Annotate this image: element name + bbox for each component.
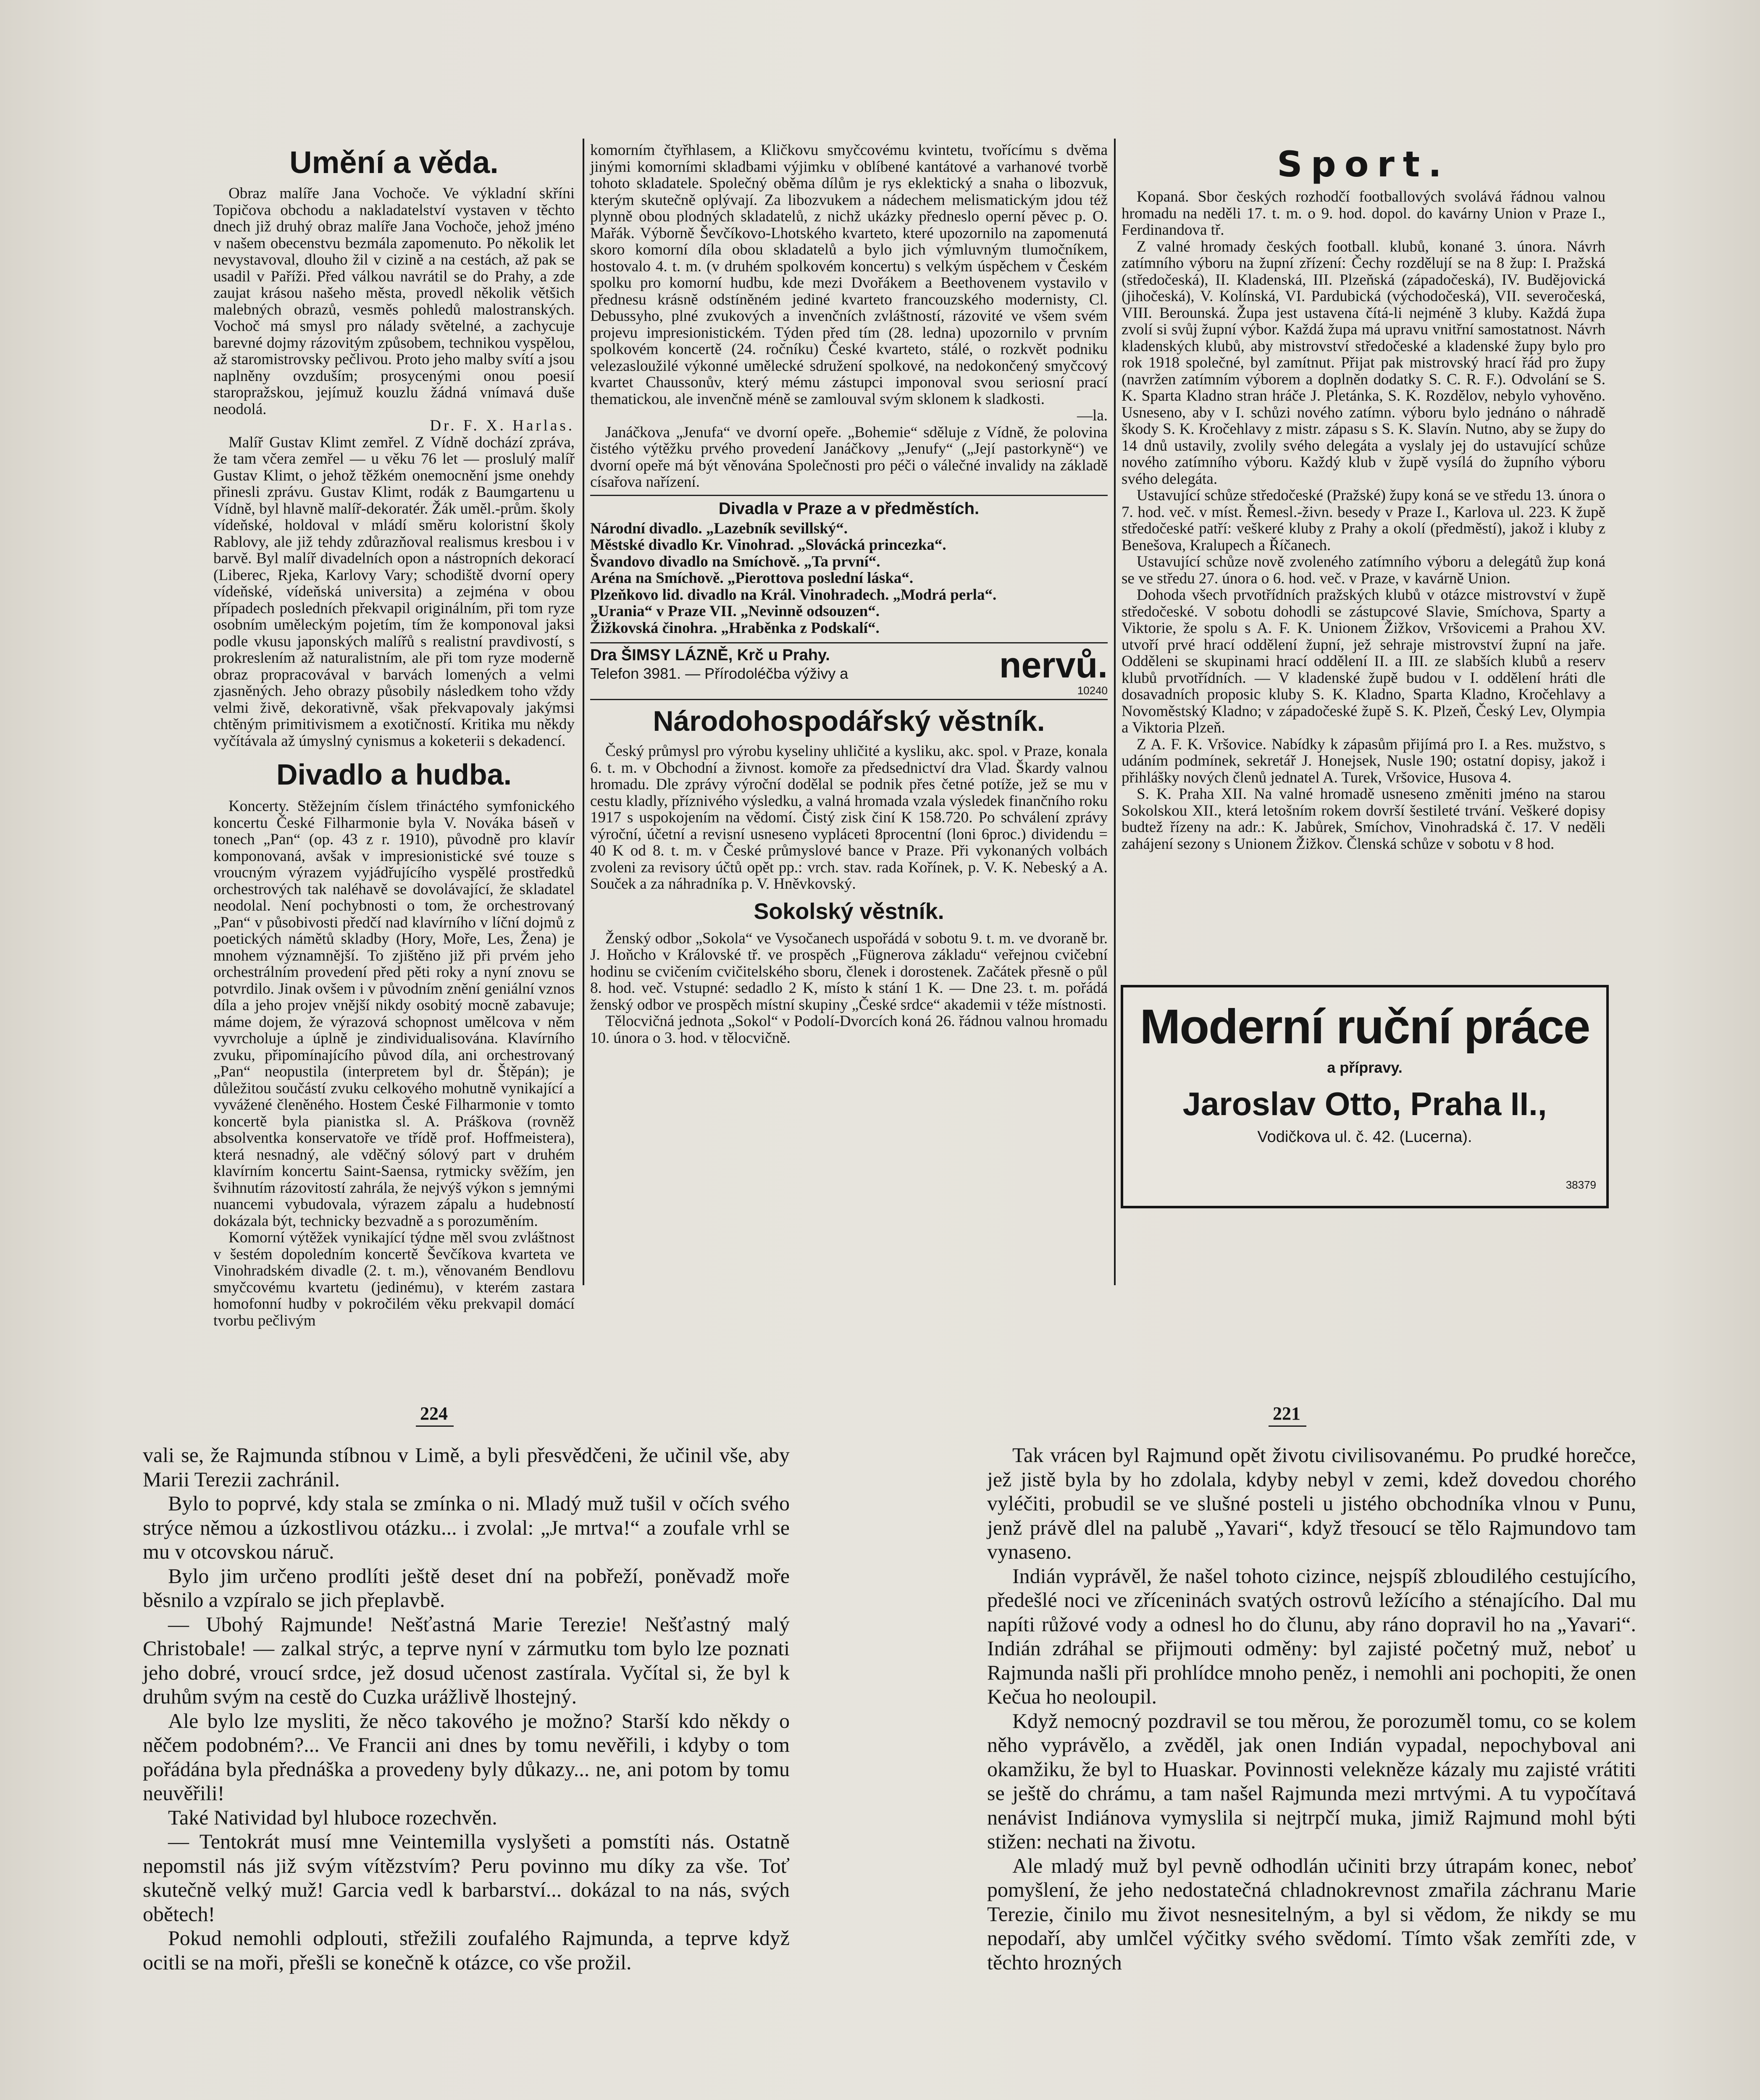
novel-paragraph: Bylo to poprvé, kdy stala se zmínka o ni. Mladý muž tušil v očích svého strýce němou a úzkostlivou otázku... i zvolal: „Je mrtva!“ a zoufale vrhl se mu v otcovskou náruč.	[143, 1491, 790, 1563]
article-dohoda-klubu: Dohoda všech prvotřídních pražských klubů v otázce mistrovství v župě středočeské. V sobotu dohodli se zástupcové Slavie, Smíchova, Sparty a Viktorie, že spolu s A. F. K. Unionem Žižkov, Vršovicemi a Prahou XV. utvoří prvé hrací oddělení župní, jež sehraje mistrovství župní na jaře. Odděleni se skupinami hrací oddělení II. a III. ze slabších klubů a reserv klubů prvotřídních. — V kladenské župě budou v I. oddělení hráti dle dosavadních proposic kluby S. K. Kladno, Sparta Kladno, Kročehlavy a Novoměstský Kladno; v západočeské župě S. K. Plzeň, Český Lev, Olympia a Viktoria Plzeň.	[1122, 586, 1605, 736]
section-heading-divadlo: Divadlo a hudba.	[276, 758, 512, 791]
folio-rule	[1269, 1425, 1306, 1427]
novel-paragraph: Když nemocný pozdravil se tou měrou, že porozuměl tomu, co se kolem něho vyprávělo, a zvěděl, jak onen Indián vypadal, nepochyboval ani okamžiku, že byl to Huaskar. Povinnosti velekněze kázaly mu zajisté vrátiti se ještě do chrámu, a tam našel Rajmunda mezi mrtvými. A tu vypočítavá nenávist Indiánova vymyslila si nejtrpčí muka, jimiž Rajmund mohl býti stižen: nechati na životu.	[987, 1709, 1636, 1853]
article-kyselina: Český průmysl pro výrobu kyseliny uhličité a kysliku, akc. spol. v Praze, konala 6. t. m. v Obchodní a živnost. komoře za předsednictví dra Vlad. Škardy valnou hromadu. Dle zprávy výroční dodělal se podnik přes četné potíže, jež se mu v cestu kladly, příznivého výsledku, a valná hromada vzala výsledek finančního roku 1917 s uspokojením na vědomí. Čistý zisk činí K 158.720. Po schválení zprávy výroční, účetní a revisní usneseno vypláceti 8procentní (loni 6proc.) dividendu = 40 K od 8. t. m. v České průmyslové bance v Praze. Při vykonaných volbách zvoleni za revisory účtů opět pp.: vrch. stav. rada Kořínek, p. V. K. Nebeský a A. Souček a za náhradníka p. V. Hněvkovský.	[590, 743, 1108, 892]
novel-paragraph: Tak vrácen byl Rajmund opět životu civilisovanému. Po prudké horečce, jež jistě byla by ho zdolala, kdyby nebyl v zemi, kdež dovedou chorého vyléčiti, probudil se ve slušné posteli u jistého obchodníka vlnou v Punu, jenž právě dlel na palubě „Yavari“, když třesoucí se tělo Rajmundovo tam vynaseno.	[987, 1443, 1636, 1563]
ad-simsa-big: nervů.	[999, 645, 1108, 685]
novel-paragraph: Indián vyprávěl, že našel tohoto cizince, nejspíš zbloudilého cestujícího, předešlé noci ve zříceninách svatých ostrovů ležícího a sténajícího. Dal mu napíti růžové vody a odnesl ho do člunu, aby ráno dopravil ho na „Yavari“. Indián zdráhal se přijmouti odměny: byl zajisté početný muž, neboť u Rajmunda našli při prohlídce mnoho peněz, i nemohli ani pochopiti, že onen Kečua ho neoloupil.	[987, 1564, 1636, 1708]
program-item: Plzeňkovo lid. divadlo na Král. Vinohradech. „Modrá perla“.	[590, 586, 997, 604]
article-signature: Dr. F. X. Harlas.	[430, 417, 575, 434]
column-rule	[583, 139, 584, 1285]
ad-simsa-title: Dra ŠIMSY LÁZNĚ, Krč u Prahy.	[590, 646, 830, 664]
ad-simsa	[590, 642, 1108, 700]
ad-otto-address: Vodičkova ul. č. 42. (Lucerna).	[1257, 1128, 1472, 1146]
article-sokol-vysocany: Ženský odbor „Sokola“ ve Vysočanech uspořádá v sobotu 9. t. m. ve dvoraně br. J. Hoňcho v Královské tř. ve prospěch „Fügnerova základu“ veřejnou cvičební hodinu se cvičením cvičitelského sboru, členek i dorostenek. Začátek přesně o půl 8. hod. več. Vstupné: sedadlo 2 K, místo k stání 1 K. — Dne 23. t. m. pořádá ženský odbor ve prospěch místní skupiny „České srdce“ akademii v téže místnosti.	[590, 929, 1108, 1013]
article-vochoc: Obraz malíře Jana Vochoče. Ve výkladní skříni Topičova obchodu a nakladatelství vystaven v těchto dnech již druhý obraz malíře Jana Vochoče, jehož jméno v našem obecenstvu bezmála zapomenuto. Po několik let nevystavoval, dlouho žil v cizině a na cestách, až pak se usadil v Paříži. Před válkou navrátil se do Prahy, a zde zaujat krásou našeho města, provedl několik většich malebných obrazů, vesměs pohledů malostranských. Vochoč má smysl pro nálady světelné, a zachycuje barevné dojmy rázovitým způsobem, technikou vyspělou, až staromistrovsky pečlivou. Proto jeho malby svítí a jsou naplněny ovzduším; prosycenými onou poesií staropražskou, jejímuž kouzlu žádná vnímavá duše neodolá.	[213, 185, 575, 418]
column-2	[590, 142, 1108, 1284]
article-sk-praha-xii: S. K. Praha XII. Na valné hromadě usneseno změniti jméno na starou Sokolskou XII., která letošním rokem dovrší šestileté trvání. Veškeré dopisy budtež řízeny na adr.: K. Jabůrek, Smíchov, Vinohradská č. 17. V neděli zahájení sezony s Unionem Žižkov. Členská schůze v sobotu v 8 hod.	[1122, 785, 1605, 853]
novel-paragraph: Také Natividad byl hluboce rozechvěn.	[168, 1805, 497, 1829]
column-rule	[1114, 139, 1116, 1285]
article-afk-vrsovice: Z A. F. K. Vršovice. Nabídky k zápasům přijímá pro I. a Res. mužstvo, s udáním podmínek, sekretář J. Honejsek, Nusle 190; ostatní dopisy, jakož i přihlášky nových členů jednatel A. Turek, Vršovice, Husova 4.	[1122, 735, 1605, 786]
column-1	[213, 145, 575, 1329]
program-item: Národní divadlo. „Lazebník sevillský“.	[590, 520, 848, 537]
novel-paragraph: — Ubohý Rajmunde! Nešťastná Marie Terezie! Nešťastný malý Christobale! — zalkal strýc, a teprve nyní v zármutku tom bylo lze poznati jeho dobré, vroucí srdce, jež dosud učenost zastírala. Vyčítal si, že byl k druhům svým na cestě do Cuzka urážlivě lhostejný.	[143, 1612, 790, 1708]
ad-otto-subline: a přípravy.	[1327, 1059, 1403, 1076]
section-heading-sport: Sport.	[1277, 144, 1450, 185]
ad-otto	[1121, 985, 1609, 1208]
article-kopana: Kopaná. Sbor českých rozhodčí footballových svolává řádnou valnou hromadu na neděli 17. t. m. o 9. hod. dopol. do kavárny Union v Praze I., Ferdinandova tř.	[1122, 188, 1605, 239]
article-jenufa: Janáčkova „Jenufa“ ve dvorní opeře. „Bohemie“ sděluje z Vídně, že polovina čistého výtěžku prvého provedení Janáčkovy „Jenufy“ („Její pastorkyně“) ve dvorní opeře má být věnována Společnosti pro péči o válečné invalidy na základě císařova nařízení.	[590, 423, 1108, 491]
section-heading-sokol: Sokolský věstník.	[754, 898, 944, 924]
program-item: Žižkovská činohra. „Hraběnka z Podskalí“.	[590, 619, 880, 637]
theatre-programs	[590, 520, 1108, 637]
program-item: Městské divadlo Kr. Vinohrad. „Slovácká princezka“.	[590, 536, 946, 554]
novel-paragraph: — Tentokrát musí mne Veintemilla vyslyšeti a pomstíti nás. Ostatně nepomstil nás již svým vítězstvím? Peru povinno mu díky za vše. Toť skutečně velký muž! Garcia vedl k barbarství... dokázal to na nás, svých obětech!	[143, 1830, 790, 1926]
theatre-programs-heading: Divadla v Praze a v předměstích.	[590, 495, 1108, 519]
novel-paragraph: Bylo jim určeno prodlíti ještě deset dní na pobřeží, poněvadž moře běsnilo a vzpíralo se jich přeplavbě.	[143, 1564, 790, 1612]
article-sokol-podoli: Tělocvičná jednota „Sokol“ v Podolí-Dvorcích koná 26. řádnou valnou hromadu 10. února o 3. hod. v tělocvičně.	[590, 1013, 1108, 1047]
ad-otto-headline: Moderní ruční práce	[1140, 999, 1590, 1054]
folio-rule	[416, 1425, 454, 1427]
article-koncerty: Koncerty. Stěžejním číslem třináctého symfonického koncertu České Filharmonie byla V. Nováka báseň v tonech „Pan“ (op. 43 z r. 1910), původně pro klavír komponovaná, avšak v impresionistické své touze s vroucným výrazem vyjádřujícího vyspělé prostředků orchestrových tak naléhavě se dovolávající, že skladatel neodolal. Není pochybnosti o tom, že orchestrovaný „Pan“ v působivosti předčí nad klavírního v líční dojmů z poetických námětů skladby (Hory, Moře, Les, Žena) je mnohem významnější. To zjištěno již při prvém jeho orchestrálním provedení před pěti roky a nyní znovu se potvrdilo. Jinak ovšem i v původním znění geniální vznos díla a jeho projev vnější nikdy osobitý mocně zabavuje; máme dojem, že výrazová schopnost umělcova v něm vyvrcholuje a úplně je zindividualisována. Klavírního zvuku, připomínajícího původ díla, ani orchestrovaný „Pan“ neopustila (interpretem byl dr. Štěpán); je důležitou součástí zvuku celkového mohutně vynikající a vyvážené členěného. Hostem České Filharmonie v tomto koncertě byla pianistka sl. A. Práškova (rovněž absolventka konservatoře ve třídě prof. Hoffmeistera), která nesnadný, ale vděčný sólový part v druhém klavírním koncertu Saint-Saensa, rytmicky svěžím, jen švihnutím rázovitostí zahrála, že nejvýš výkon s jemnými nuancemi vybudovala, výrazem zápalu a hudebností dokázala být, technicky bezvadně a s porozuměním.	[213, 798, 575, 1230]
article-ustavujici-vybor: Ustavující schůze nově zvoleného zatímního výboru a delegátů žup koná se ve středu 27. února o 6. hod. več. v Praze, v kavárně Union.	[1122, 553, 1605, 587]
article-continuation: komorním čtyřhlasem, a Kličkovu smyčcovému kvintetu, tvořícímu s dvěma jinými komorními skladbami výjimku v oblíbené kantátové a varhanové tvorbě tohoto skladatele. Společný oběma dílům je rys eklektický a snaha o libozvuk, kterým skutečně oplývají. Za libozvukem a nádechem melismatickým jdou též plynně obou plodných skladatelů, z nichž ukázky předneslo operní pěvec p. O. Mařák. Výborně Ševčíkovo-Lhotského kvarteto, které upozornilo na zapomenutá skoro komorní díla obou skladatelů a bylo jich výmluvným tlumočníkem, hostovalo 4. t. m. (v druhém spolkovém koncertu) s velkým úspěchem v Českém spolku pro komorní hudbu, kde mezi Dvořákem a Beethovenem vystavilo v přednesu krásně odstíněném jediné kvarteto francouzského modernisty, Cl. Debussyho, plné zvukových a invenčních zvláštností, rázovité ve všem svém projevu impresionistickém. Týden před tím (28. ledna) upozornilo v prvním spolkovém koncertě (24. ročníku) České kvarteto, stálé, o rozkvět podniku velezasloužilé výkonné umělecké sdružení spolkové, na nedokončený smyčcový kvartet Chaussonův, který mému zástupci imponoval svou seriosní prací thematickou, ale invenčně méně se zamlouval svým sklonem k sladkosti.	[590, 142, 1108, 408]
novel-paragraph: Ale bylo lze mysliti, že něco takového je možno? Starší kdo někdy o něčem podobném?... Ve Francii ani dnes by tomu nevěřili, i kdyby o tom pořádána byla přednáška a provedeny byly důkazy... ne, ani potom by tomu neuvěřili!	[143, 1709, 790, 1805]
program-item: Švandovo divadlo na Smíchově. „Ta první“.	[590, 553, 880, 570]
ad-simsa-number: 10240	[1077, 684, 1108, 697]
program-item: „Urania“ v Praze VII. „Nevinně odsouzen“.	[590, 603, 880, 620]
article-football-kluby: Z valné hromady českých football. klubů, konané 3. února. Návrh zatímního výboru na župní zřízení: Čechy rozdělují se na 8 žup: I. Pražská (středočeská), II. Kladenská, III. Plzeňská (západočeská), IV. Budějovická (jihočeská), V. Kolínská, VI. Pardubická (východočeská), VII. severočeská, VIII. Berounská. Župa jest ustavena čítá-li nejméně 3 kluby. Každá župa zvolí si svůj župní výbor. Každá župa má upravu vnitřní samostatnost. Návrh kladenských klubů, aby mistrovství středočeské a kladenské župy bylo pro rok 1918 společné, byl zamítnut. Přijat pak mistrovský hrací řád pro župy (navržen zatímním výborem a doplněn dodatky S. C. R. F.). Odvolání se S. K. Sparta Kladno stran hráče J. Pletánka, S. K. Rozdělov, nebylo vyhověno. Usneseno, aby v I. schůzi nového zatímn. výboru bylo jednáno o náhradě škody S. K. Kročehlavy z mistr. zápasu s S. K. Slavín. Nutno, aby se župy do 14 dnů ustavily, zvolily svého delegáta a vyslaly jej do ustavující schůze nového zatímního výboru. Každý klub v župě vysílá do župního výboru svého delegáta.	[1122, 238, 1605, 488]
novel-paragraph: Ale mladý muž byl pevně odhodlán učiniti brzy útrapám konec, neboť pomyšlení, že jeho nedostatečná chladnokrevnost zmařila záchranu Marie Terezie, činilo mu život nesnesitelným, a byl si vědom, že nikdy se mu nepodaří, aby umlčel výčitky svého svědomí. Tímto však zemříti zde, v těchto hrozných	[987, 1853, 1636, 1974]
novel-paragraph: Pokud nemohli odplouti, střežili zoufalého Rajmunda, a teprve když ocitli se na moři, přešli se konečně k otázce, co vše prožil.	[143, 1926, 790, 1974]
page-number-left: 224	[420, 1403, 448, 1424]
novel-paragraph: vali se, že Rajmunda stíbnou v Limě, a byli přesvědčeni, že učinil vše, aby Marii Terezii zachránil.	[143, 1443, 790, 1491]
section-heading-narodohospodarsky: Národohospodářský věstník.	[653, 705, 1045, 737]
ad-simsa-telefon: Telefon 3981. — Přírodoléčba výživy a	[590, 665, 848, 682]
section-heading-umeni: Umění a věda.	[289, 145, 499, 180]
page-number-right: 221	[1273, 1403, 1300, 1424]
program-item: Aréna na Smíchově. „Pierottova poslední láska“.	[590, 570, 914, 587]
article-ustavujici-schuze: Ustavující schůze středočeské (Pražské) župy koná se ve středu 13. února o 7. hod. več. v míst. Řemesl.-živn. besedy v Praze I., Karlova ul. 223. K župě středočeské patří: veškeré kluby z Prahy a okolí (předměstí), jakož i kluby z Benešova, Kralupech a Říčanech.	[1122, 487, 1605, 554]
ad-otto-name: Jaroslav Otto, Praha II.,	[1182, 1085, 1547, 1122]
novel-page-right	[987, 1443, 1636, 2100]
article-klimt: Malíř Gustav Klimt zemřel. Z Vídně dochází zpráva, že tam včera zemřel — u věku 76 let — proslulý malíř Gustav Klimt, o jehož těžkém onemocnění jsme onehdy přinesli zprávu. Gustav Klimt, rodák z Baumgartenu u Vídně, byl hlavně malíř-dekoratér. Žák uměl.-prům. školy vídeňské, holdoval v mládí směru koloristní školy Rablovy, ale již tehdy zdůrazňoval realismus kresbou i v barvě. Byl malíř divadelních opon a nástropních dekorací (Liberec, Rjeka, Karlovy Vary; schodiště dvorní opery vídeňské, vídeňská universita) a zejména v obou případech posledních překvapil originálním, při tom ryze osobním uměleckým pojetím, tím že komponoval jaksi podle vkusu japonských malířů s realistní pravdivostí, s prokreslením až naturalistním, ale při tom ryze moderně obraz propracovával v barvách lomených a velmi zjasněných. Jeho obrazy působily následkem toho vždy velmi živě, dekorativně, však překvapovaly jakýmsi chtěným primitivismem a exotičností. Kritika mu někdy vyčítávala až úmyslný cynismus a koketerii s dekadencí.	[213, 433, 575, 750]
novel-page-left	[143, 1443, 790, 2100]
column-3	[1122, 145, 1605, 976]
article-komorni: Komorní výtěžek vynikající týdne měl svou zvláštnost v šestém dopoledním koncertě Ševčíkova kvarteta ve Vinohradském divadle (2. t. m.), věnovaném Bendlovu smyčcovému kvartetu (jedinému), v kterém zastara homofonní hudby v pokročilém věku prekvapil domácí tvorbu pečlivým	[213, 1229, 575, 1329]
ad-otto-number: 38379	[1566, 1179, 1596, 1191]
article-signature: —la.	[1077, 407, 1108, 424]
